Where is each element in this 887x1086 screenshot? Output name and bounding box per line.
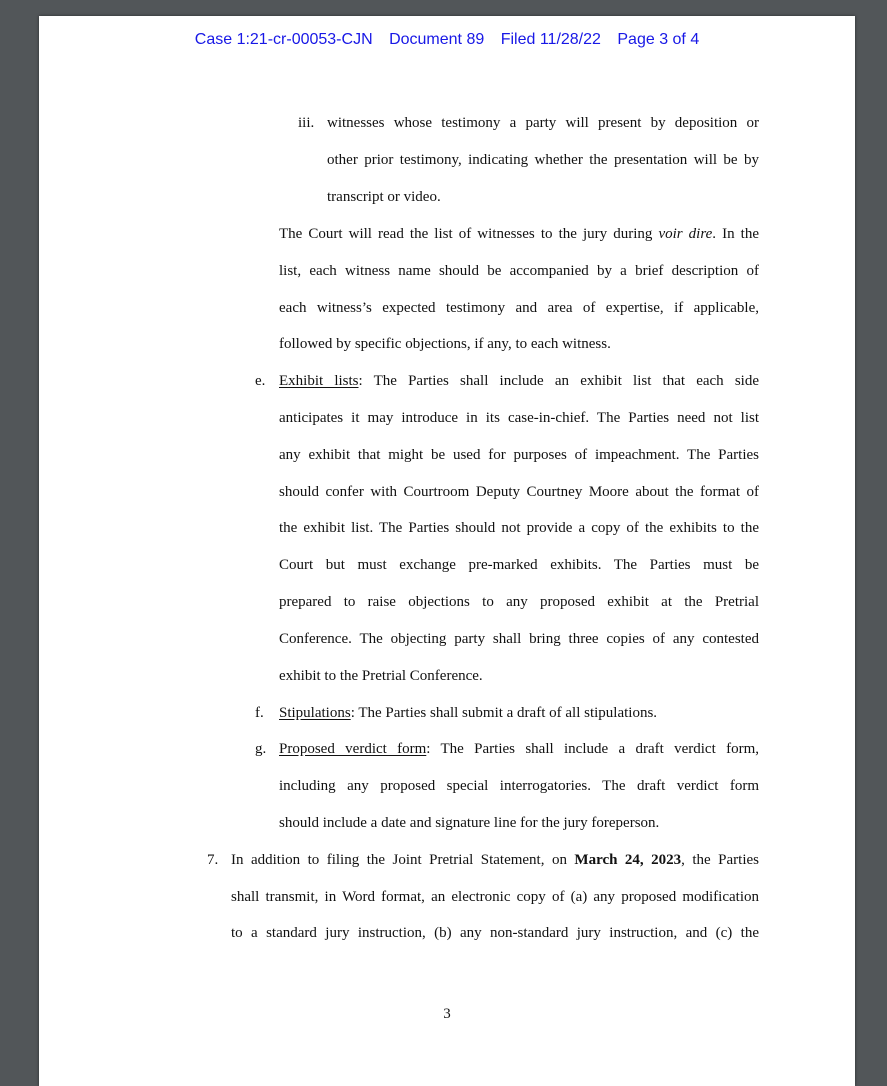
- item-e-line-1: [279, 371, 759, 391]
- item-e-line-3: any exhibit that might be used for purposes of impeachment. The Parties: [279, 447, 759, 463]
- court-para-line-2: list, each witness name should be accompanied by a brief description of: [279, 263, 759, 279]
- item-g-marker: g.: [255, 741, 267, 757]
- court-para-line-3: each witness’s expected testimony and area of expertise, if applicable,: [279, 300, 759, 316]
- item-iii-line-2: other prior testimony, indicating whether the presentation will be by: [327, 152, 759, 168]
- item-f-marker: f.: [255, 705, 264, 721]
- item-e-line-5: the exhibit list. The Parties should not provide a copy of the exhibits to the: [279, 520, 759, 536]
- ecf-header: [39, 31, 855, 49]
- court-para-line-1: [279, 224, 759, 244]
- court-para-text-end: . In the: [712, 226, 759, 242]
- item-7-line-3: to a standard jury instruction, (b) any non-standard jury instruction, and (c) the: [231, 925, 759, 941]
- item-iii-marker: iii.: [298, 115, 315, 131]
- item-iii-line-1: witnesses whose testimony a party will present by deposition or: [327, 115, 759, 131]
- deadline-date: March 24, 2023: [574, 852, 682, 868]
- document-page: [39, 16, 855, 1086]
- filed-date: Filed 11/28/22: [500, 31, 601, 48]
- item-e-line-4: should confer with Courtroom Deputy Courtney Moore about the format of: [279, 484, 759, 500]
- document-number: Document 89: [389, 31, 485, 48]
- proposed-verdict-form-heading: Proposed verdict form: [279, 741, 427, 757]
- item-e-marker: e.: [255, 373, 266, 389]
- item-e-line-8: Conference. The objecting party shall bring three copies of any contested: [279, 631, 759, 647]
- exhibit-lists-heading: Exhibit lists: [279, 373, 359, 389]
- item-e-line-7: prepared to raise objections to any proposed exhibit at the Pretrial: [279, 594, 759, 610]
- item-e-line-2: anticipates it may introduce in its case-in-chief. The Parties need not list: [279, 410, 759, 426]
- item-7-text-end: , the Parties: [681, 852, 759, 868]
- item-f-line-1: [279, 703, 657, 723]
- stipulations-heading: Stipulations: [279, 705, 351, 721]
- item-e-line-9: exhibit to the Pretrial Conference.: [279, 668, 483, 684]
- voir-dire-italic: voir dire: [658, 226, 713, 242]
- item-7-marker: 7.: [207, 852, 219, 868]
- court-para-line-4: followed by specific objections, if any, to each witness.: [279, 336, 611, 352]
- item-f-text: : The Parties shall submit a draft of all stipulations.: [350, 705, 658, 721]
- item-g-line-1: [279, 739, 759, 759]
- court-para-text: The Court will read the list of witnesses to the jury during: [279, 226, 659, 242]
- item-e-line-1-text: : The Parties shall include an exhibit list that each side: [358, 373, 760, 389]
- item-7-line-1: [231, 850, 759, 870]
- page-indicator: Page 3 of 4: [617, 31, 700, 48]
- item-g-line-2: including any proposed special interrogatories. The draft verdict form: [279, 778, 759, 794]
- case-number: Case 1:21-cr-00053-CJN: [194, 31, 373, 48]
- item-7-line-2: shall transmit, in Word format, an electronic copy of (a) any proposed modification: [231, 889, 759, 905]
- item-g-line-1-text: : The Parties shall include a draft verdict form,: [426, 741, 759, 757]
- item-7-text: In addition to filing the Joint Pretrial Statement, on: [231, 852, 575, 868]
- item-e-line-6: Court but must exchange pre-marked exhibits. The Parties must be: [279, 557, 759, 573]
- item-g-line-3: should include a date and signature line for the jury foreperson.: [279, 815, 660, 831]
- item-iii-line-3: transcript or video.: [327, 189, 441, 205]
- page-number: 3: [443, 1006, 451, 1022]
